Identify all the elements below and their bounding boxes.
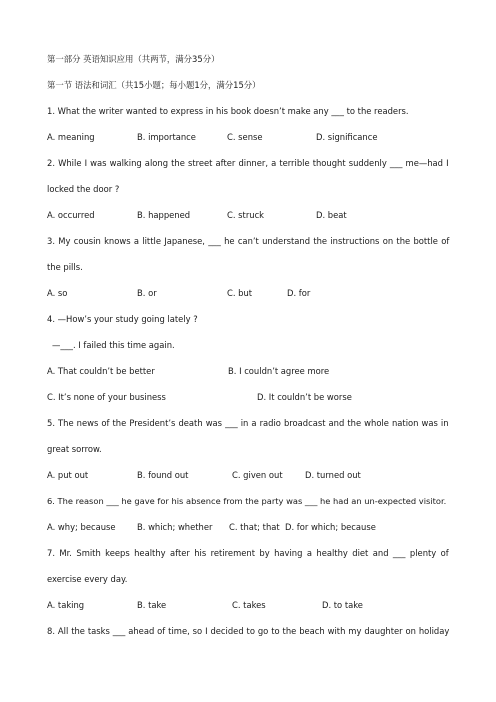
question-6-option-b: B. which; whether [137,522,213,532]
question-6-option-c: C. that; that [229,522,280,532]
question-6-option-d: D. for which; because [285,522,376,532]
question-5-text: 5. The news of the President’s death was ___ in a radio broadcast and the whole nation was in [47,418,449,428]
question-4-option-d: D. It couldn’t be worse [257,392,352,402]
question-5-option-a: A. put out [47,470,89,480]
question-7-option-a: A. taking [47,600,85,610]
question-3-option-b: B. or [137,288,157,298]
question-7-text-cont: exercise every day. [47,574,128,584]
question-2-option-b: B. happened [137,210,191,220]
question-1-text: 1. What the writer wanted to express in his book doesn’t make any ___ to the readers. [47,106,409,116]
question-7-option-d: D. to take [322,600,363,610]
question-3-option-a: A. so [47,288,68,298]
question-5-option-b: B. found out [137,470,189,480]
question-3-option-c: C. but [227,288,253,298]
question-1-option-a: A. meaning [47,132,95,142]
question-6-text: 6. The reason ___ he gave for his absence from the party was ___ he had an un-expected visitor. [47,496,447,506]
question-4-text: 4. —How’s your study going lately ? [47,314,198,324]
question-5-text-cont: great sorrow. [47,444,102,454]
question-8-text: 8. All the tasks ___ ahead of time, so I decided to go to the beach with my daughter on holiday [47,626,450,636]
question-3-option-d: D. for [287,288,311,298]
question-4-text-cont: —___. I failed this time again. [52,340,175,350]
question-5-option-d: D. turned out [305,470,361,480]
question-1-option-d: D. significance [316,132,378,142]
section-title: 第一部分 英语知识应用（共两节，满分35分） [47,54,220,64]
question-2-option-a: A. occurred [47,210,95,220]
question-2-option-d: D. beat [316,210,347,220]
question-2-text-cont: locked the door ? [47,184,120,194]
question-6-option-a: A. why; because [47,522,116,532]
question-7-option-b: B. take [137,600,167,610]
question-1-option-b: B. importance [137,132,196,142]
subsection-title: 第一节 语法和词汇（共15小题；每小题1分，满分15分） [47,80,261,90]
question-2-text: 2. While I was walking along the street after dinner, a terrible thought suddenly ___ me—had I [47,158,449,168]
question-4-option-a: A. That couldn’t be better [47,366,155,376]
question-3-text: 3. My cousin knows a little Japanese, ___ he can’t understand the instructions on the bottle of [47,236,450,246]
question-4-option-c: C. It’s none of your business [47,392,166,402]
question-2-option-c: C. struck [227,210,265,220]
question-7-text: 7. Mr. Smith keeps healthy after his retirement by having a healthy diet and ___ plenty of [47,548,449,558]
question-7-option-c: C. takes [232,600,266,610]
question-5-option-c: C. given out [232,470,283,480]
question-4-option-b: B. I couldn’t agree more [228,366,330,376]
question-1-option-c: C. sense [227,132,263,142]
question-3-text-cont: the pills. [47,262,83,272]
